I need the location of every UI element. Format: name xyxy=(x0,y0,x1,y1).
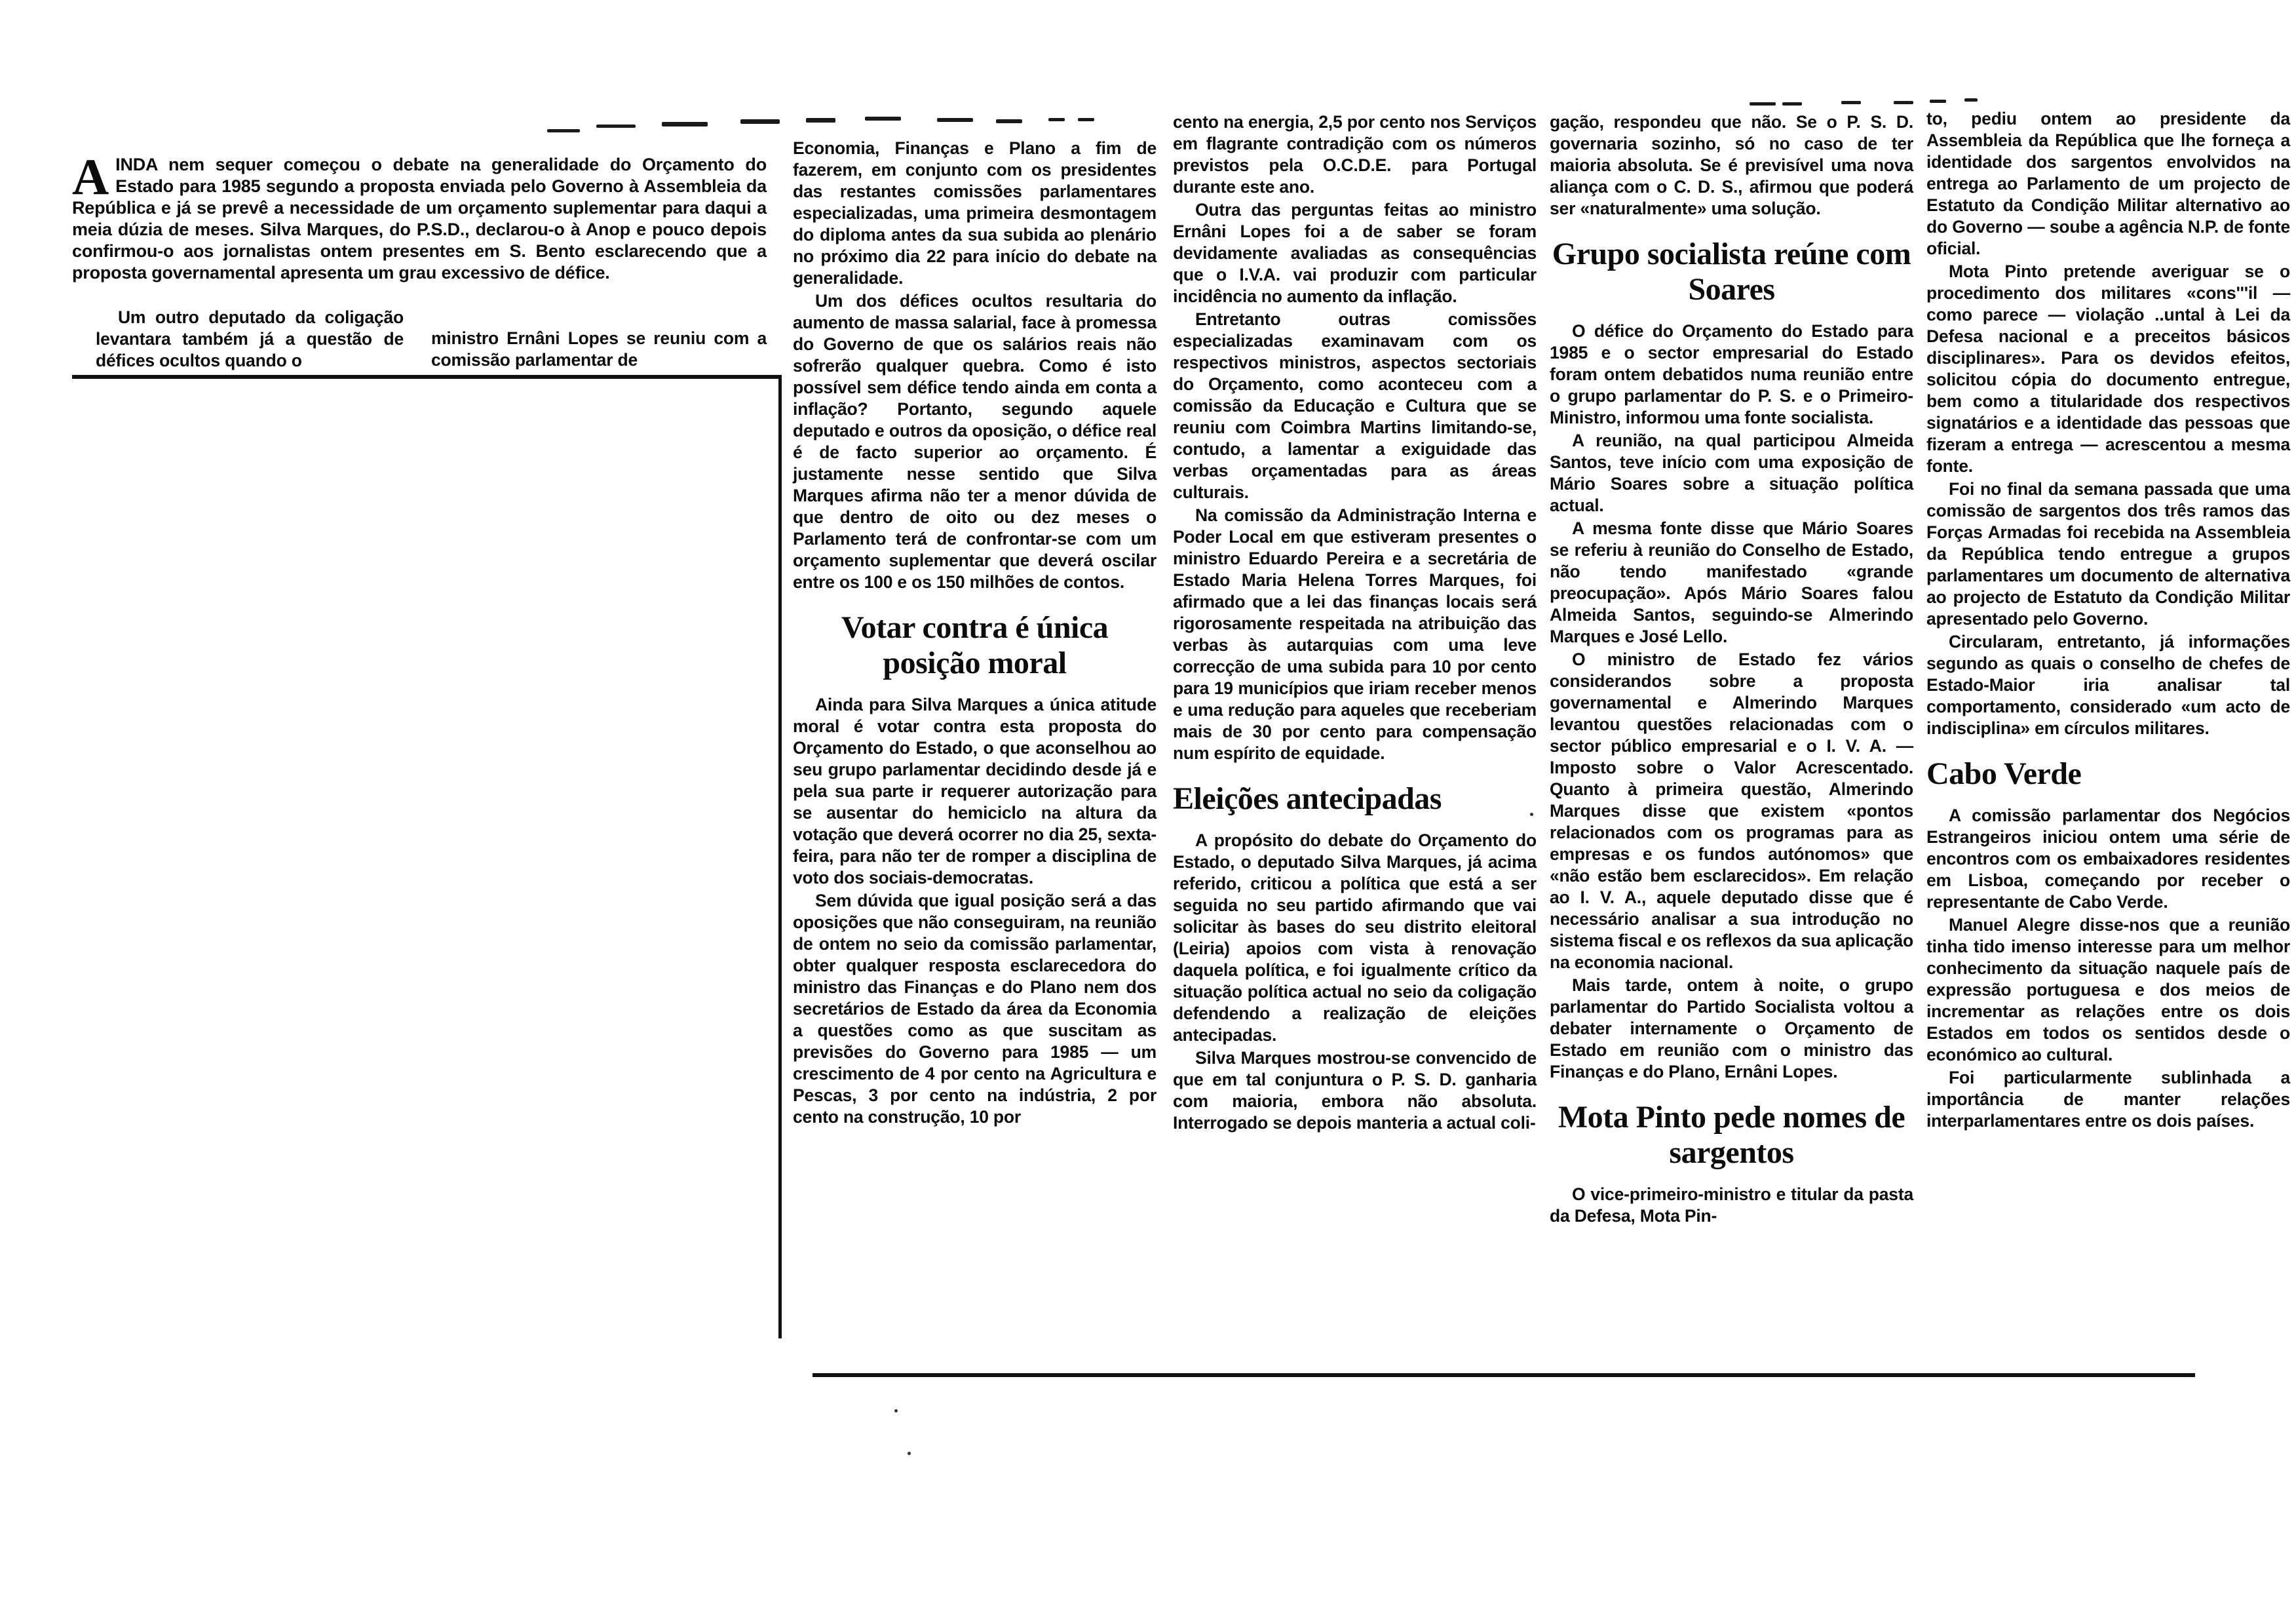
col4-paragraph: A reunião, na qual participou Almeida Santos, teve início com uma exposição de Mário Soares sobre a situação política actual. xyxy=(1550,431,1913,515)
lead-paragraph: INDA nem sequer começou o debate na generalidade do Orçamento do Estado para 1985 segundo a proposta enviada pelo Governo à Assembleia da República e já se prevê a necessidade de um orçamento suplementar para daqui a meia dúzia de meses. Silva Marques, do P.S.D., declarou-o à Anop e pouco depois confirmou-o aos jornalistas ontem presentes em S. Bento esclarecendo que a proposta governamental apresenta um grau excessivo de défice. xyxy=(72,155,767,282)
cut-mark xyxy=(1048,118,1065,121)
col2-paragraph: Sem dúvida que igual posição será a das oposições que não conseguiram, na reunião de ontem no seio da comissão parlamentar, obter qualquer resposta esclarecedora do ministro das Finanças e do Plano nem dos secretários de Estado da área da Economia a questões como as que suscitam as previsões do Governo para 1985 — um crescimento de 4 por cento na Agricultura e Pescas, 3 por cento na indústria, 2 por cento na construção, 10 por xyxy=(793,891,1157,1127)
col4-paragraph: gação, respondeu que não. Se o P. S. D. governaria sozinho, só no caso de ter maioria absoluta. Se é previsível uma nova aliança com o C. D. S., afirmou que poderá ser «naturalmente» uma solução. xyxy=(1550,112,1913,218)
col5-paragraph: Foi no final da semana passada que uma comissão de sargentos dos três ramos das Forças Armadas foi recebida na Assembleia da República tendo entregue a grupos parlamentares um documento de alternativa ao projecto de Estatuto da Condição Militar apresentado pelo Governo. xyxy=(1926,479,2290,629)
cut-mark xyxy=(1894,101,1913,104)
body-left-rule xyxy=(778,375,782,1338)
col4-paragraph: O vice-primeiro-ministro e titular da pasta da Defesa, Mota Pin- xyxy=(1550,1184,1913,1226)
col2-paragraph: Economia, Finanças e Plano a fim de fazerem, em conjunto com os presidentes das restantes comissões parlamentares especializadas, uma primeira desmontagem do diploma antes da sua subida ao plenário no próximo dia 22 para início do debate na generalidade. xyxy=(793,138,1157,288)
cut-mark xyxy=(865,117,901,121)
column-5 xyxy=(1926,108,2290,1133)
col4-paragraph: O défice do Orçamento do Estado para 1985 e o sector empresarial do Estado foram ontem debatidos numa reunião entre o grupo parlamentar do P. S. e o Primeiro-Ministro, informou uma fonte socialista. xyxy=(1550,321,1913,427)
section-heading-eleicoes: Eleições antecipadas xyxy=(1173,781,1442,816)
section-heading-votar: Votar contra é única posição moral xyxy=(841,610,1109,680)
col5-paragraph: Foi particularmente sublinhada a importância de manter relações interparlamentares entre os dois países. xyxy=(1926,1068,2290,1131)
cut-mark xyxy=(806,118,835,123)
col3-paragraph: Entretanto outras comissões especializadas examinavam com os respectivos ministros, aspectos sectoriais do Orçamento, como aconteceu com a comissão da Educação e Cultura que se reuniu com Coimbra Martins limitando-se, contudo, a lamentar a exiguidade das verbas orçamentadas para as áreas culturais. xyxy=(1173,309,1537,502)
lead-continuation-left xyxy=(96,307,404,373)
col5-paragraph: Circularam, entretanto, já informações segundo as quais o conselho de chefes de Estado-Maior iria analisar tal comportamento, considerado «um acto de indisciplina» em círculos militares. xyxy=(1926,632,2290,738)
newspaper-clipping xyxy=(72,98,2290,1409)
section-heading-cabo-verde: Cabo Verde xyxy=(1926,756,2082,791)
lead-block xyxy=(72,148,767,285)
col3-paragraph: A propósito do debate do Orçamento do Estado, o deputado Silva Marques, já acima referido, criticou a política que está a ser seguida no seu partido afirmando que vai solicitar às bases do seu distrito eleitoral (Leiria) apoios com vista à renovação daquela política, e foi igualmente crítico da situação política actual no seio da coligação defendendo a realização de eleições antecipadas. xyxy=(1173,830,1537,1045)
col3-paragraph: Outra das perguntas feitas ao ministro Ernâni Lopes foi a de saber se foram devidamente avaliadas as consequências que o I.V.A. vai produzir com particular incidência no aumento da inflação. xyxy=(1173,200,1537,306)
cut-mark xyxy=(740,119,780,124)
scan-speck xyxy=(1530,813,1533,816)
col5-paragraph: A comissão parlamentar dos Negócios Estrangeiros iniciou ontem uma série de encontros com os embaixadores residentes em Lisboa, começando por receber o representante de Cabo Verde. xyxy=(1926,806,2290,912)
col5-paragraph: Manuel Alegre disse-nos que a reunião tinha tido imenso interesse para um melhor conhecimento da situação naquele país de expressão portuguesa e dos meios de incrementar as relações entre os dois Estados em todos os sentidos desde o económico ao cultural. xyxy=(1926,915,2290,1064)
cut-mark xyxy=(937,118,973,122)
scan-speck xyxy=(908,1452,911,1455)
drop-cap: A xyxy=(72,148,109,205)
column-4 xyxy=(1550,111,1913,1228)
col3-paragraph: Silva Marques mostrou-se convencido de que em tal conjuntura o P. S. D. ganharia com maioria, embora não absoluta. Interrogado se depois manteria a actual coli- xyxy=(1173,1048,1537,1133)
lead-continuation-right xyxy=(431,328,767,372)
col2-paragraph: Um dos défices ocultos resultaria do aumento de massa salarial, face à promessa do Governo de que os salários reais não sofrerão qualquer quebra. Como é isto possível sem défice tendo ainda em conta a inflação? Portanto, segundo aquele deputado e outros da oposição, o défice real é de facto superior ao orçamento. É justamente nesse sentido que Silva Marques afirma não ter a menor dúvida de que dentro de oito ou dez meses o Parlamento terá de confrontar-se com um orçamento suplementar que deverá oscilar entre os 100 e os 150 milhões de contos. xyxy=(793,291,1157,592)
cut-mark xyxy=(1930,100,1946,103)
scan-speck xyxy=(894,1409,898,1412)
cut-mark xyxy=(1964,98,1978,102)
section-heading-mota-pinto: Mota Pinto pede nomes de sargentos xyxy=(1558,1100,1905,1170)
col4-paragraph: Mais tarde, ontem à noite, o grupo parlamentar do Partido Socialista voltou a debater internamente o Orçamento de Estado em reunião com o ministro das Finanças e do Plano, Ernâni Lopes. xyxy=(1550,975,1913,1081)
cut-mark xyxy=(662,122,708,126)
cut-mark xyxy=(1750,102,1776,106)
col2-paragraph: Ainda para Silva Marques a única atitude moral é votar contra esta proposta do Orçamento do Estado, o que aconselhou ao seu grupo parlamentar decidindo desde já e pela sua parte ir requerer autorização para se ausentar do hemiciclo na altura da votação que deverá ocorrer no dia 25, sexta-feira, para não ter de romper a disciplina de voto dos sociais-democratas. xyxy=(793,695,1157,887)
cut-mark xyxy=(547,129,580,132)
col3-paragraph: Na comissão da Administração Interna e Poder Local em que estiveram presentes o ministro Eduardo Pereira e a secretária de Estado Maria Helena Torres Marques, foi afirmado que a lei das finanças locais será rigorosamente respeitada na atribuição das verbas às autarquias com uma leve correcção de uma subida para 10 por cento para 19 municípios que iriam receber menos e uma redução para aqueles que receberiam mais de 30 por cento para compensação num espírito de equidade. xyxy=(1173,505,1537,763)
cut-mark xyxy=(596,125,636,128)
col4-paragraph: A mesma fonte disse que Mário Soares se referiu à reunião do Conselho de Estado, não tendo manifestado «grande preocupação». Após Mário Soares falou Almeida Santos, seguindo-se Almerindo Marques e José Lello. xyxy=(1550,518,1913,646)
lead-paragraph-2: Um outro deputado da coligação levantara também já a questão de défices ocultos quando o xyxy=(96,307,404,370)
lead-bottom-rule xyxy=(72,375,780,379)
column-3 xyxy=(1173,111,1537,1135)
cut-mark xyxy=(1078,118,1094,121)
column-2 xyxy=(793,138,1157,1129)
cut-mark xyxy=(1782,102,1802,106)
cut-mark xyxy=(1841,101,1861,104)
col5-paragraph: to, pediu ontem ao presidente da Assembleia da República que lhe forneça a identidade dos sargentos envolvidos na entrega ao Parlamento de um projecto de Estatuto da Condição Militar alternativo ao do Governo — soube a agência N.P. de fonte oficial. xyxy=(1926,109,2290,258)
bottom-rule xyxy=(813,1373,2195,1377)
cut-mark xyxy=(996,119,1022,123)
col3-paragraph: cento na energia, 2,5 por cento nos Serviços em flagrante contradição com os números previstos pela O.C.D.E. para Portugal durante este ano. xyxy=(1173,112,1537,197)
col5-paragraph: Mota Pinto pretende averiguar se o procedimento dos militares «cons'''il — como parece — violação ..untal à Lei da Defesa nacional e a preceitos básicos disciplinares». Para os devidos efeitos, solicitou cópia do documento entregue, bem como a titularidade dos respectivos signatários e a identidade das pessoas que fizeram a entrega — acrescentou a mesma fonte. xyxy=(1926,262,2290,476)
lead-paragraph-3: ministro Ernâni Lopes se reuniu com a comissão parlamentar de xyxy=(431,328,767,370)
col4-paragraph: O ministro de Estado fez vários considerandos sobre a proposta governamental e Almerindo Marques levantou questões relacionadas com o sector público empresarial e o I. V. A. — Imposto sobre o Valor Acrescentado. Quanto à primeira questão, Almerindo Marques disse que existem «pontos relacionados com os programas para as empresas e os fundos autónomos» que «não estão bem esclarecidos». Em relação ao I. V. A., aquele deputado disse que é necessário analisar a sua introdução no sistema fiscal e os reflexos da sua aplicação na economia nacional. xyxy=(1550,650,1913,972)
section-heading-grupo-socialista: Grupo socialista reúne com Soares xyxy=(1552,237,1911,307)
